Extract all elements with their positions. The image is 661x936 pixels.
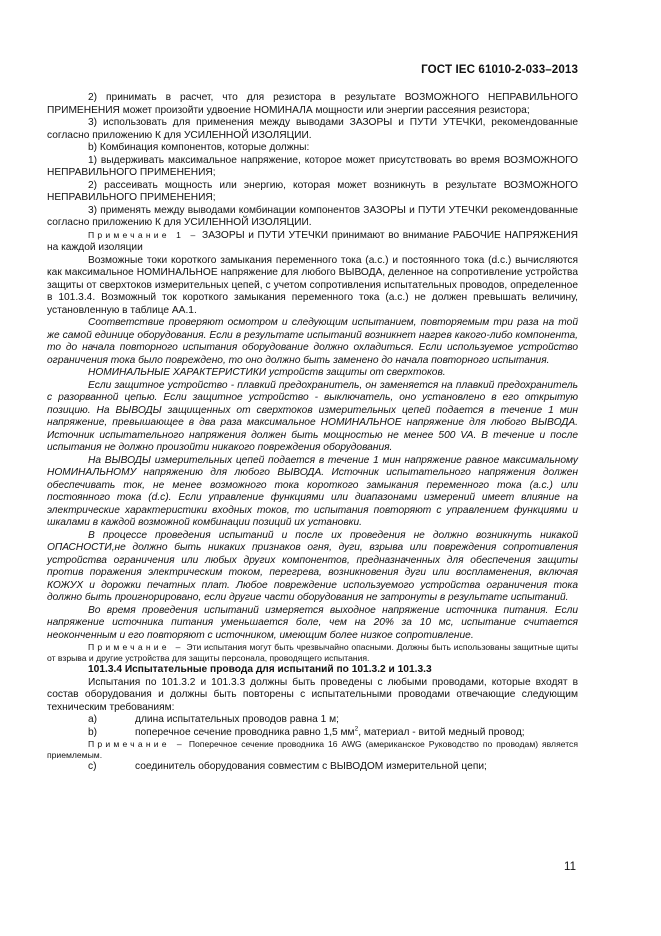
document-header: ГОСТ IEC 61010-2-033–2013: [421, 63, 578, 76]
note-label: Примечание –: [88, 642, 184, 652]
list-item-label: a): [88, 714, 98, 725]
note-3: [47, 739, 578, 761]
paragraph: В процессе проведения испытаний и после их проведения не должно возникнуть никакой ОПАСНОСТИ,не должно быть никаких признаков огня, дуги, взрыва или повреждения сопротивления устройства ограничения или любых других компонентов, предназначенных для обеспечения защиты против поражения электрическим током, перегрева, возникновения дуги или воспламенения, включая КОЖУХ и дорожки печатных плат. Любое повреждение используемого устройства ограничения тока должно быть проигнорировано, если другие части оборудования не затронуты в результате испытаний.: [47, 529, 578, 603]
note-text: ЗАЗОРЫ и ПУТИ УТЕЧКИ принимают во внимание РАБОЧИЕ НАПРЯЖЕНИЯ на каждой изоляции: [47, 229, 578, 253]
note-text: Поперечное сечение проводника 16 AWG (американское Руководство по проводам) является приемлемым.: [47, 739, 579, 760]
paragraph: Соответствие проверяют осмотром и следующим испытанием, повторяемым три раза на той же самой единице оборудования. Если в результате испытаний возникнет нагрев какого-либо компонента, то до начала повторного испытания оборудование должно охладиться. Если используемое устройство ограничения тока было повреждено, то оно должно быть заменено до начала повторного испытания.: [47, 317, 578, 366]
paragraph: Если защитное устройство - плавкий предохранитель, он заменяется на плавкий предохранитель с разорванной цепью. Если защитное устройство - выключатель, оно установлено в его открытую позицию. На ВЫВОДЫ защищенных от сверхтоков измерительных цепей подается в течение 1 мин напряжение, превышающее в два раза максимальное НОМИНАЛЬНОЕ напряжение для любого ВЫВОДА. Источник испытательного напряжения должен быть мощностью не менее 500 VA. В течение и после испытания не должно произойти никакого повреждения оборудования.: [47, 379, 578, 453]
note-1: [47, 230, 578, 255]
paragraph: 1) выдерживать максимальное напряжение, которое может присутствовать во время ВОЗМОЖНОГО НЕПРАВИЛЬНОГО ПРИМЕНЕНИЯ;: [47, 154, 578, 178]
paragraph: b) Комбинация компонентов, которые должны:: [88, 142, 310, 153]
paragraph: 2) принимать в расчет, что для резистора в результате ВОЗМОЖНОГО НЕПРАВИЛЬНОГО ПРИМЕНЕНИЯ может произойти удвоение НОМИНАЛА мощности или энергии рассеяния резистора;: [47, 92, 578, 116]
list-item-b: [47, 727, 578, 740]
note-text: Эти испытания могут быть чрезвычайно опасными. Должны быть использованы защитные щиты от взрыва и другие устройства для защиты персонала, проводящего испытания.: [47, 642, 579, 663]
list-item-a: [47, 714, 578, 727]
superscript: 2: [354, 725, 359, 733]
paragraph: 3) применять между выводами комбинации компонентов ЗАЗОРЫ и ПУТИ УТЕЧКИ рекомендованные согласно приложению К для УСИЛЕННОЙ ИЗОЛЯЦИИ.: [47, 204, 578, 228]
paragraph: Испытания по 101.3.2 и 101.3.3 должны быть проведены с любыми проводами, которые входят в состав оборудования и должны быть повторены с испытательными проводами отвечающие следующим техническим требованиям:: [47, 676, 578, 713]
paragraph: Возможные токи короткого замыкания переменного тока (a.c.) и постоянного тока (d.c.) вычисляются как максимальное НОМИНАЛЬНОЕ напряжение для любого ВЫВОДА, деленное на сопротивление устройства защиты от сверхтоков измерительных цепей, с учетом сопротивления испытательных проводов, определенное в 101.3.4. Возможный ток короткого замыкания переменного тока (a.c.) не должен превышать величину, установленную в таблице АА.1.: [47, 254, 578, 316]
note-2: [47, 642, 578, 664]
list-item-c: [47, 761, 578, 774]
list-item-text: длина испытательных проводов равна 1 м;: [135, 714, 339, 725]
paragraph: Во время проведения испытаний измеряется выходное напряжение источника питания. Если напряжение источника питания уменьшается боле, чем на 20% за 10 мс, испытание считается неоконченным и его повторяют с источником, имеющим более низкое сопротивление.: [47, 604, 578, 641]
list-item-label: b): [88, 726, 98, 738]
note-label: Примечание –: [88, 739, 185, 749]
paragraph: 2) рассеивать мощность или энергию, которая может возникнуть в результате ВОЗМОЖНОГО НЕПРАВИЛЬНОГО ПРИМЕНЕНИЯ;: [47, 179, 578, 203]
list-item-text: соединитель оборудования совместим с ВЫВОДОМ измерительной цепи;: [135, 761, 487, 772]
note-label: Примечание 1 –: [88, 229, 199, 240]
paragraph: На ВЫВОДЫ измерительных цепей подается в течение 1 мин напряжение равное максимальному НОМИНАЛЬНОМУ напряжению для любого ВЫВОДА. Источник испытательного напряжения должен обеспечивать ток, не менее возможного тока короткого замыкания переменного тока (a.c.) или постоянного тока (d.c). Если управление функциями или диапазонами измерений имеет влияние на электрические характеристики входных токов, то испытания повторяют с управлением функциями и шкалами в каждой возможной комбинации позиций их установки.: [47, 454, 578, 528]
paragraph: 3) использовать для применения между выводами ЗАЗОРЫ и ПУТИ УТЕЧКИ, рекомендованные согласно приложению К для УСИЛЕННОЙ ИЗОЛЯЦИИ.: [47, 117, 578, 141]
list-item-text: поперечное сечение проводника равно 1,5 $мм^2$, материал - витой медный провод;: [135, 725, 525, 738]
paragraph: НОМИНАЛЬНЫЕ ХАРАКТЕРИСТИКИ устройств защиты от сверхтоков.: [88, 367, 446, 378]
page-number: 11: [564, 861, 576, 873]
section-heading: 101.3.4 Испытательные провода для испытаний по 101.3.2 и 101.3.3: [88, 664, 432, 675]
page-body: [47, 92, 578, 774]
list-item-label: c): [88, 761, 97, 772]
